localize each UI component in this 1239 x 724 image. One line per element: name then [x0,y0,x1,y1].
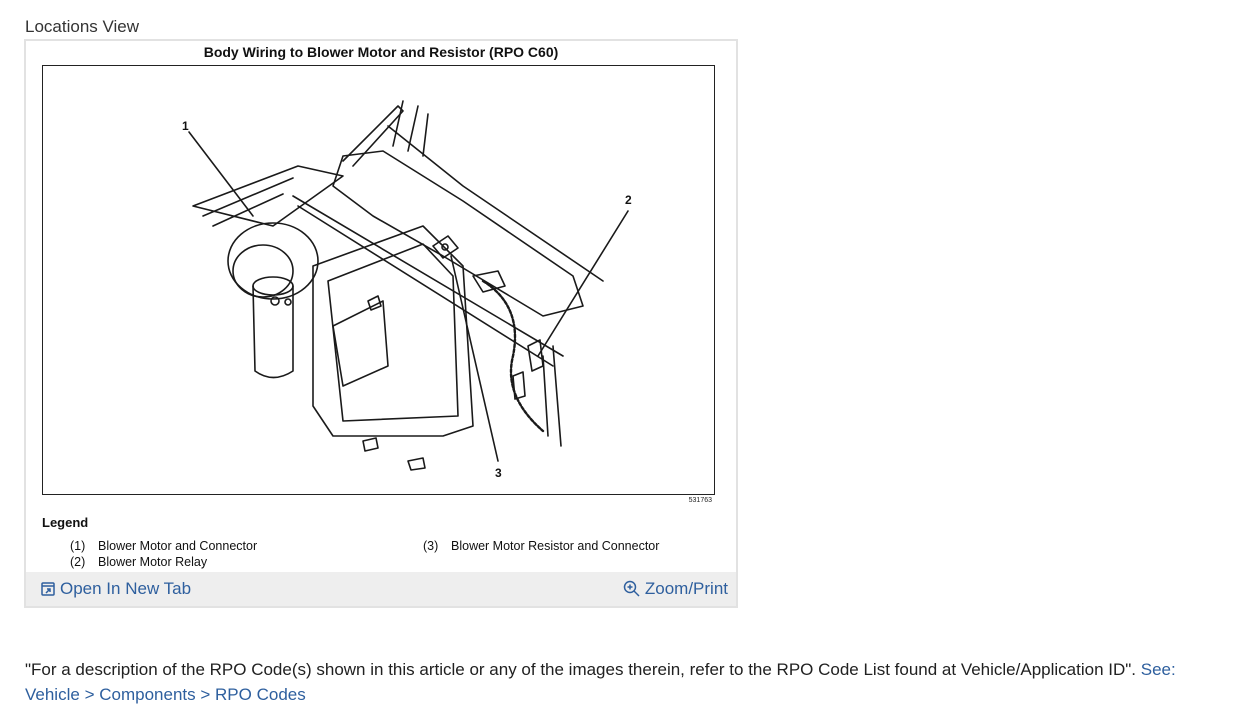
callout-3: 3 [495,466,502,480]
section-heading: Locations View [25,17,140,36]
zoom-print-link[interactable] [623,572,728,606]
breadcrumb-rpo-codes-link[interactable]: RPO Codes [215,685,306,704]
legend-item-number: (1) [70,539,86,553]
zoom-in-icon [623,580,641,598]
callout-2: 2 [625,193,632,207]
legend-item [70,555,207,569]
legend-item-label: Blower Motor and Connector [98,539,258,553]
legend-item [423,539,659,553]
diagram-frame [42,65,715,495]
legend-item-label: Blower Motor Relay [98,555,208,569]
legend-item-label: Blower Motor Resistor and Connector [451,539,660,553]
breadcrumb-separator: > [200,685,211,704]
figure-card [24,39,738,608]
open-in-new-tab-label: Open In New Tab [60,579,192,598]
see-link[interactable]: See: [1140,660,1176,679]
zoom-print-label: Zoom/Print [644,579,728,598]
blower-motor-diagram [43,66,713,493]
breadcrumb-vehicle-link[interactable]: Vehicle [25,685,80,704]
rpo-note-text: "For a description of the RPO Code(s) shown in this article or any of the images therein, refer to the RPO Code List found at Vehicle/Application ID". [25,660,1141,679]
figure-title: Body Wiring to Blower Motor and Resistor (RPO C60) [203,44,559,60]
legend-title: Legend [42,515,89,530]
open-in-new-tab-link[interactable] [40,572,191,606]
legend-item-number: (3) [423,539,439,553]
figure-number: 531763 [688,497,712,504]
rpo-code-note [25,657,1225,707]
breadcrumb-components-link[interactable]: Components [99,685,196,704]
figure-toolbar [26,572,736,606]
legend-item [70,539,257,553]
legend-item-number: (2) [70,555,86,569]
breadcrumb-separator: > [84,685,95,704]
callout-1: 1 [182,119,189,133]
open-new-tab-icon [40,581,56,597]
